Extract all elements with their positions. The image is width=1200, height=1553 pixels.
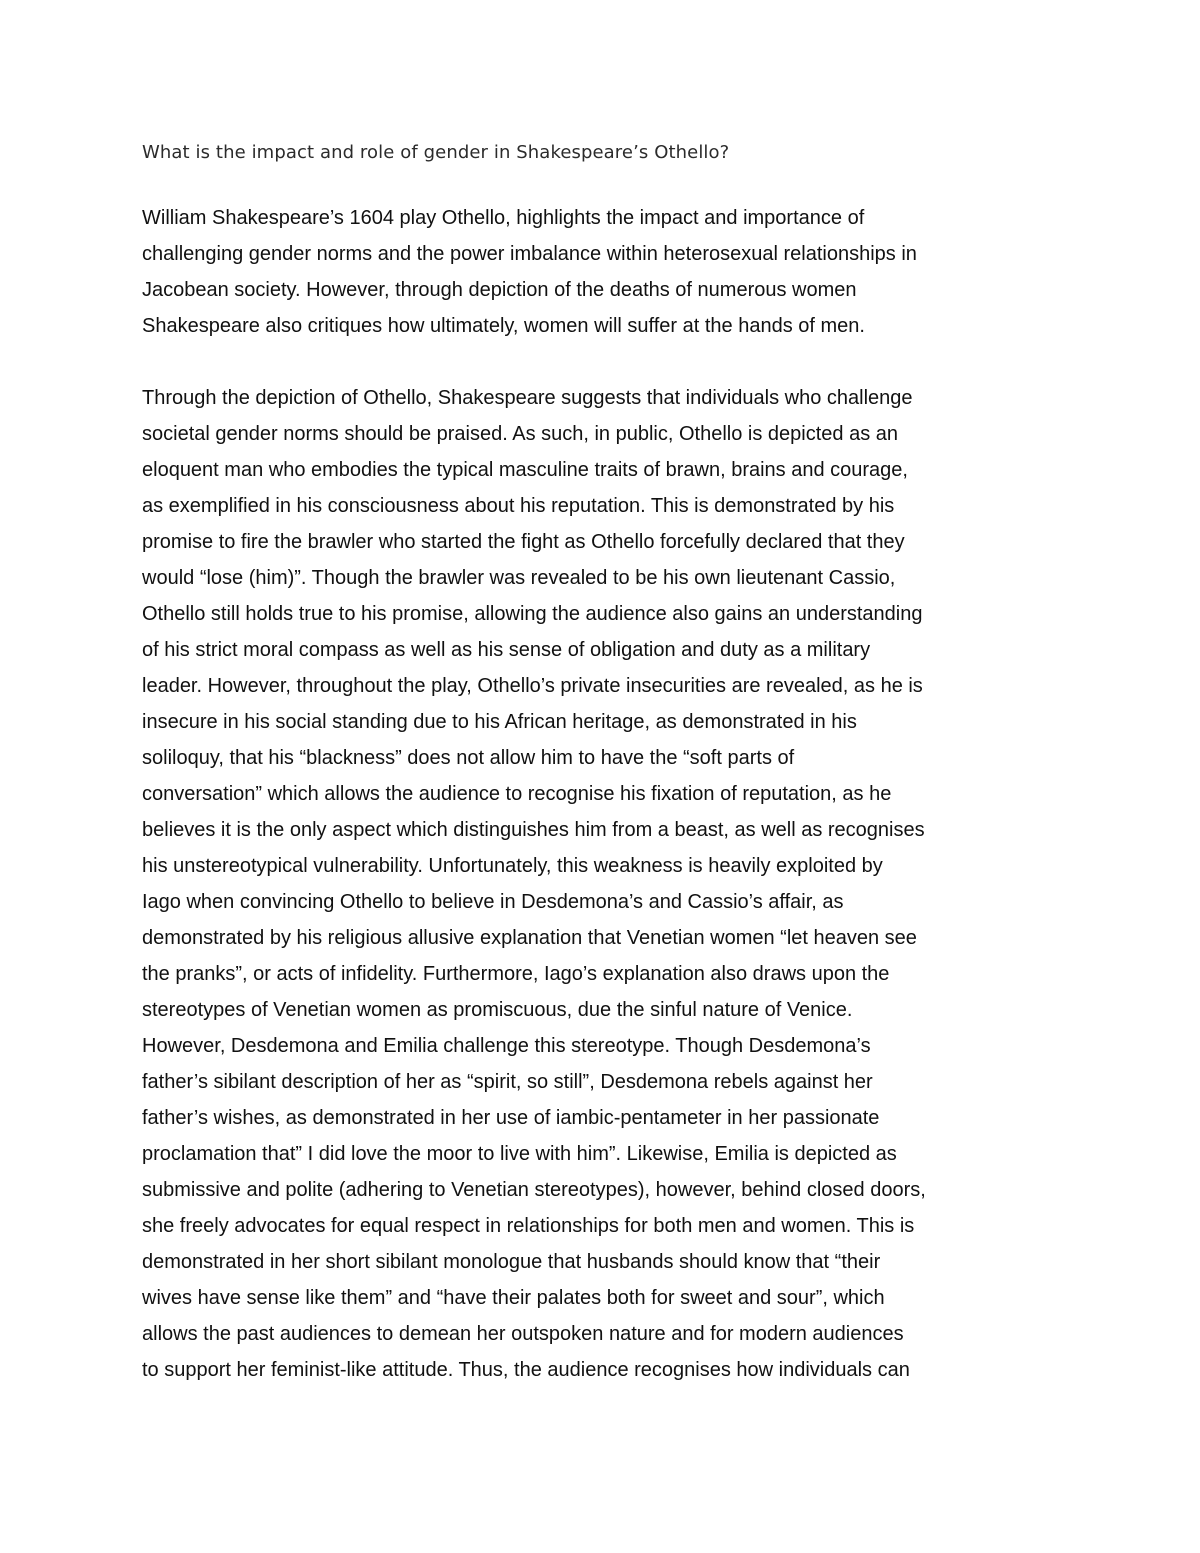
text-line: Through the depiction of Othello, Shakespeare suggests that individuals who challenge [142,387,913,409]
text-line: wives have sense like them” and “have their palates both for sweet and sour”, which [142,1287,885,1309]
text-line: Othello still holds true to his promise, allowing the audience also gains an understanding [142,603,923,625]
paragraph-body [142,380,1072,1388]
text-line: Shakespeare also critiques how ultimately, women will suffer at the hands of men. [142,315,865,337]
text-line: father’s wishes, as demonstrated in her use of iambic-pentameter in her passionate [142,1107,880,1129]
text-line: proclamation that” I did love the moor to live with him”. Likewise, Emilia is depicted as [142,1143,897,1165]
text-line: submissive and polite (adhering to Venetian stereotypes), however, behind closed doors, [142,1179,926,1201]
text-line: father’s sibilant description of her as “spirit, so still”, Desdemona rebels against her [142,1071,873,1093]
text-line: insecure in his social standing due to his African heritage, as demonstrated in his [142,711,857,733]
text-line: to support her feminist-like attitude. Thus, the audience recognises how individuals can [142,1359,910,1381]
text-line: leader. However, throughout the play, Othello’s private insecurities are revealed, as he is [142,675,923,697]
text-line: conversation” which allows the audience to recognise his fixation of reputation, as he [142,783,892,805]
text-line: demonstrated in her short sibilant monologue that husbands should know that “their [142,1251,881,1273]
text-line: of his strict moral compass as well as his sense of obligation and duty as a military [142,639,871,661]
essay-question-title: What is the impact and role of gender in Shakespeare’s Othello? [142,142,730,163]
text-line: the pranks”, or acts of infidelity. Furthermore, Iago’s explanation also draws upon the [142,963,890,985]
text-line: stereotypes of Venetian women as promiscuous, due the sinful nature of Venice. [142,999,853,1021]
text-line: she freely advocates for equal respect in relationships for both men and women. This is [142,1215,915,1237]
text-line: eloquent man who embodies the typical masculine traits of brawn, brains and courage, [142,459,908,481]
text-line: societal gender norms should be praised. As such, in public, Othello is depicted as an [142,423,898,445]
text-line: demonstrated by his religious allusive explanation that Venetian women “let heaven see [142,927,917,949]
text-line: would “lose (him)”. Though the brawler was revealed to be his own lieutenant Cassio, [142,567,896,589]
text-line: Iago when convincing Othello to believe in Desdemona’s and Cassio’s affair, as [142,891,844,913]
text-line: allows the past audiences to demean her outspoken nature and for modern audiences [142,1323,904,1345]
text-line: soliloquy, that his “blackness” does not allow him to have the “soft parts of [142,747,795,769]
text-line: Jacobean society. However, through depiction of the deaths of numerous women [142,279,857,301]
text-line: promise to fire the brawler who started the fight as Othello forcefully declared that they [142,531,905,553]
text-line: challenging gender norms and the power imbalance within heterosexual relationships in [142,243,917,265]
paragraph-introduction [142,200,1072,344]
text-line: believes it is the only aspect which distinguishes him from a beast, as well as recognises [142,819,925,841]
text-line: his unstereotypical vulnerability. Unfortunately, this weakness is heavily exploited by [142,855,883,877]
text-line: William Shakespeare’s 1604 play Othello, highlights the impact and importance of [142,207,865,229]
text-line: as exemplified in his consciousness about his reputation. This is demonstrated by his [142,495,895,517]
text-line: However, Desdemona and Emilia challenge this stereotype. Though Desdemona’s [142,1035,871,1057]
